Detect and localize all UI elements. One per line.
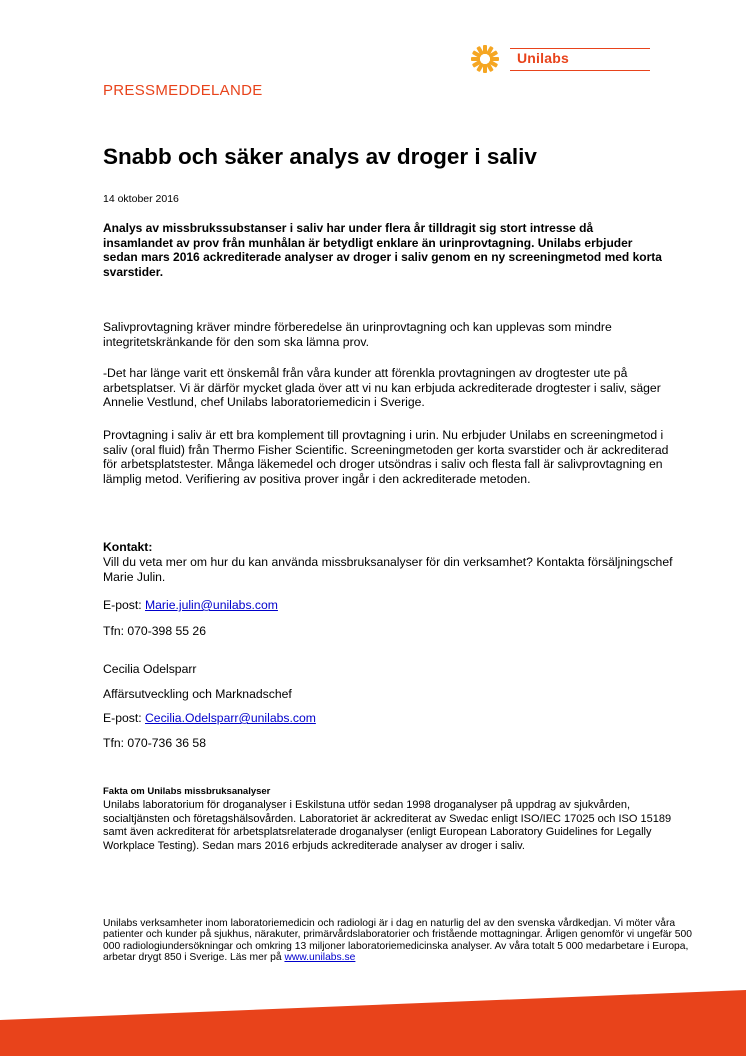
email-link-cecilia[interactable]: Cecilia.Odelsparr@unilabs.com xyxy=(145,711,316,725)
contact-email-row-2 xyxy=(103,711,316,725)
email-link-marie[interactable]: Marie.julin@unilabs.com xyxy=(145,598,278,612)
body-paragraph-3: Provtagning i saliv är ett bra komplement till provtagning i urin. Nu erbjuder Unilabs en screeningmetod i saliv (oral fluid) från Thermo Fisher Scientific. Screeningmetoden ger korta svarstider och är ackrediterad för arbetsplatstester. Många läkemedel och droger utsöndras i saliv och flesta fall är salivprovtagning en lämplig metod. Verifiering av positiva prover ingår i den ackrediterade metoden. xyxy=(103,428,669,486)
press-release-label: PRESSMEDDELANDE xyxy=(103,82,263,99)
sun-icon xyxy=(470,44,510,74)
logo-rule-top xyxy=(510,48,650,49)
contact-text: Vill du veta mer om hur du kan använda missbruksanalyser för din verksamhet? Kontakta försäljningschef Marie Julin. xyxy=(103,555,673,584)
contact-name-2: Cecilia Odelsparr xyxy=(103,662,197,676)
footer-body: Unilabs verksamheter inom laboratoriemedicin och radiologi är i dag en naturlig del av den svenska vårdkedjan. Vi möter våra patienter och kunder på sjukhus, närakuter, primärvårdslaboratorier och fristående mottagningar. Årligen genomför vi ungefär 500 000 radiologiundersökningar och omkring 13 miljoner laboratoriemedicinska analyser. Av våra totalt 5 000 medarbetare i Europa, arbetar drygt 850 i Sverige. Läs mer på xyxy=(103,918,692,963)
footer-band-shape xyxy=(0,990,746,1056)
footer-text xyxy=(103,918,703,963)
contact-phone-1: Tfn: 070-398 55 26 xyxy=(103,624,206,638)
contact-heading: Kontakt: xyxy=(103,540,153,554)
contact-phone-2: Tfn: 070-736 36 58 xyxy=(103,736,206,750)
facts-heading: Fakta om Unilabs missbruksanalyser xyxy=(103,786,271,797)
email-label: E-post: xyxy=(103,711,145,725)
publish-date: 14 oktober 2016 xyxy=(103,193,179,205)
lead-paragraph: Analys av missbrukssubstanser i saliv har under flera år tilldragit sig stort intresse då insamlandet av prov från munhålan är betydligt enklare än urinprovtagning. Unilabs erbjuder sedan mars 2016 ackrediterade analyser av droger i saliv genom en ny screeningmetod med korta svarstider. xyxy=(103,221,662,279)
page-title: Snabb och säker analys av droger i saliv xyxy=(103,144,537,169)
contact-email-row-1 xyxy=(103,598,278,612)
body-paragraph-2: -Det har länge varit ett önskemål från våra kunder att förenkla provtagningen av drogtester ute på arbetsplatser. Vi är därför mycket glada över att vi nu kan erbjuda ackrediterade drogtester i saliv, säger Annelie Vestlund, chef Unilabs laboratoriemedicin i Sverige. xyxy=(103,366,661,409)
contact-role-2: Affärsutveckling och Marknadschef xyxy=(103,687,292,701)
footer-band xyxy=(0,990,746,1056)
email-label: E-post: xyxy=(103,598,145,612)
logo-rule-bottom xyxy=(510,70,650,71)
facts-text: Unilabs laboratorium för droganalyser i Eskilstuna utför sedan 1998 droganalyser på uppdrag av sjukvården, socialtjänsten och företagshälsovården. Laboratoriet är ackrediterat av Swedac enligt ISO/IEC 17025 och ISO 15189 samt även ackrediterat för arbetsplatsrelaterade droganalyser (enligt European Laboratory Guidelines for Legally Workplace Testing). Sedan mars 2016 erbjuds ackrediterade analyser av droger i saliv. xyxy=(103,799,672,852)
website-link[interactable]: www.unilabs.se xyxy=(284,951,356,963)
unilabs-logo xyxy=(470,44,650,74)
logo-text: Unilabs xyxy=(517,50,569,66)
body-paragraph-1: Salivprovtagning kräver mindre förberedelse än urinprovtagning och kan upplevas som mindre integritetskränkande för den som ska lämna prov. xyxy=(103,320,612,349)
